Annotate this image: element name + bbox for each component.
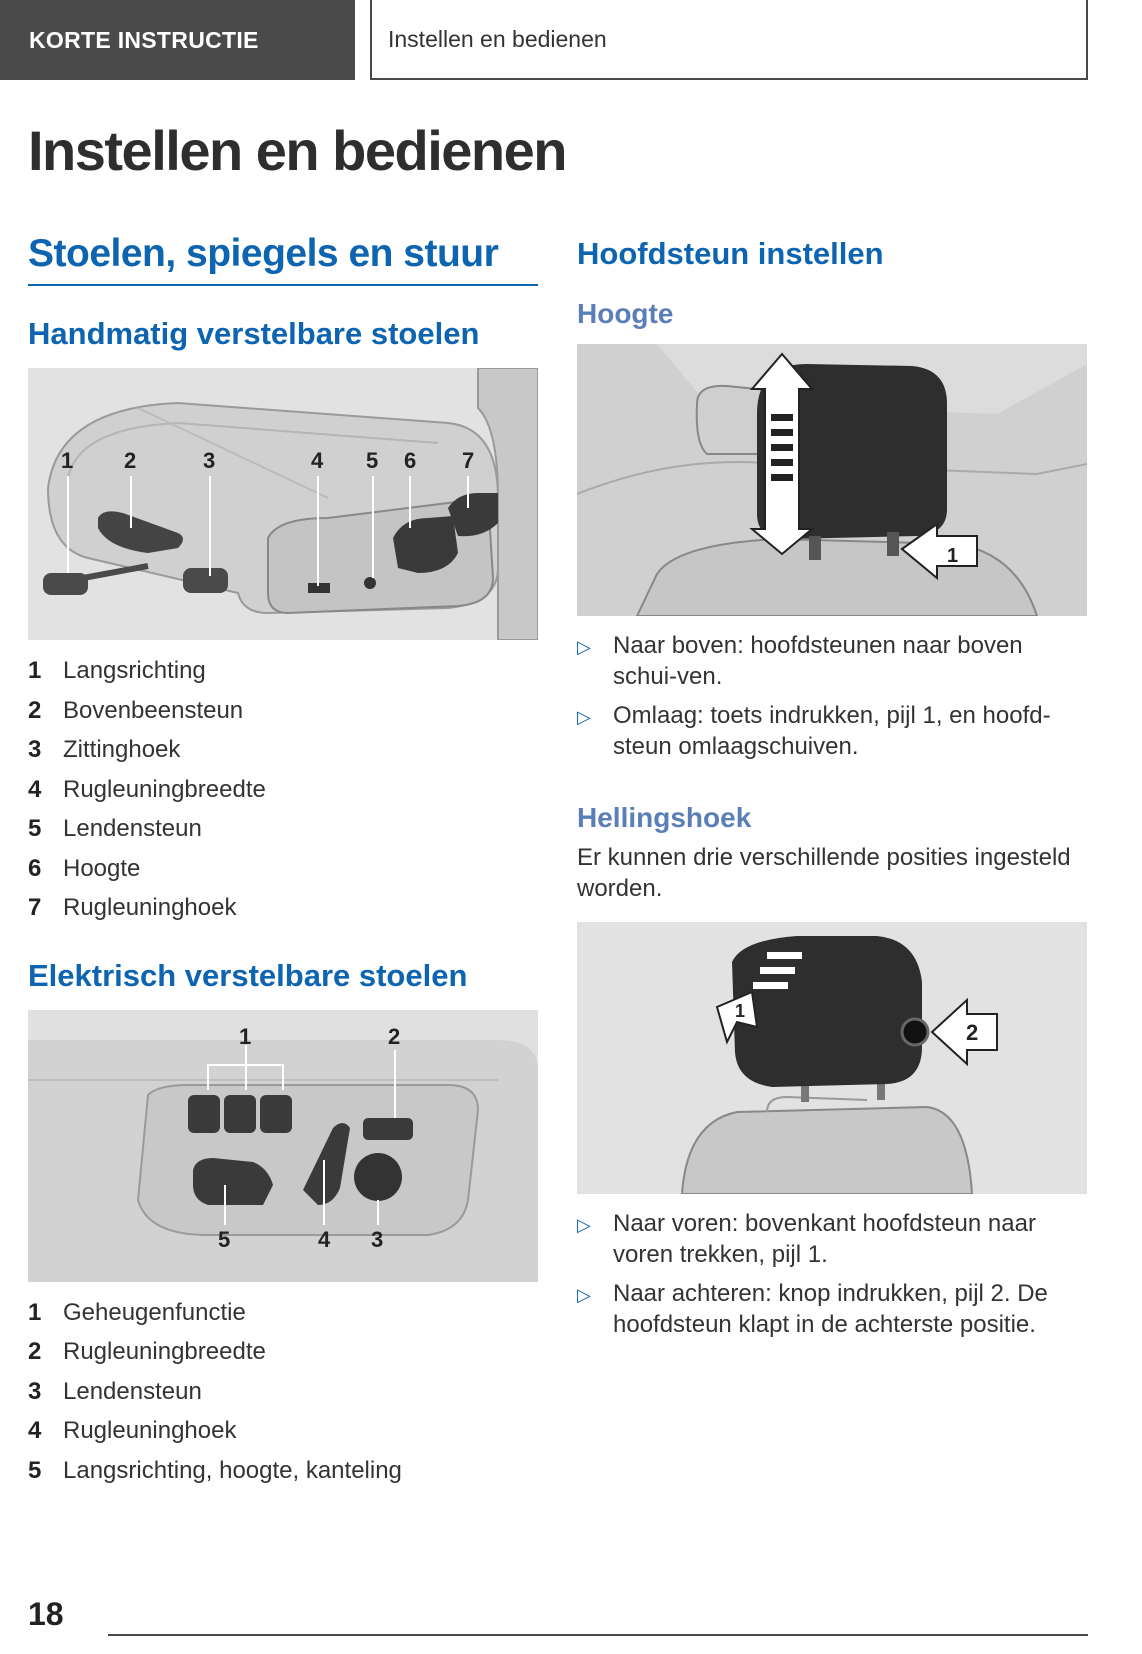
list-item: 4 Rugleuningbreedte bbox=[28, 775, 266, 803]
list-item: 5 Lendensteun bbox=[28, 815, 202, 842]
manual-fig-label-2: 2 bbox=[124, 448, 137, 473]
list-item: 2 Rugleuningbreedte bbox=[28, 1338, 266, 1365]
list-item: 3 Lendensteun bbox=[28, 1377, 202, 1405]
chapter-tab bbox=[0, 0, 355, 80]
manual-fig-label-6: 6 bbox=[404, 448, 417, 473]
list-item: 2 Bovenbeensteun bbox=[28, 696, 244, 724]
headrest-height-illustration bbox=[577, 344, 1087, 616]
height-instructions bbox=[577, 630, 1087, 762]
breadcrumb-label: Instellen en bedienen bbox=[388, 25, 607, 52]
list-item: 1 Geheugenfunctie bbox=[28, 1298, 246, 1326]
right-column bbox=[577, 232, 1087, 1348]
manual-fig-label-5: 5 bbox=[366, 448, 379, 473]
tilt-fig-label-2: 2 bbox=[966, 1020, 979, 1045]
tilt-instructions bbox=[577, 1208, 1087, 1340]
manual-fig-label-3: 3 bbox=[203, 448, 216, 473]
electric-seat-list bbox=[28, 1293, 538, 1491]
list-item: 1 Langsrichting bbox=[28, 657, 206, 684]
electric-seats-heading: Elektrisch verstelbare stoelen bbox=[28, 957, 468, 993]
electric-fig-label-2: 2 bbox=[388, 1023, 401, 1049]
list-item: 5 Langsrichting, hoogte, kanteling bbox=[28, 1456, 402, 1484]
bullet-triangle-icon: ▷ bbox=[577, 1285, 591, 1305]
manual-fig-label-7: 7 bbox=[462, 448, 475, 473]
electric-fig-label-5: 5 bbox=[218, 1226, 231, 1252]
height-heading: Hoogte bbox=[577, 298, 674, 329]
manual-seat-illustration bbox=[28, 368, 538, 640]
headrest-tilt-figure bbox=[577, 922, 1087, 1194]
list-item: ▷ Omlaag: toets indrukken, pijl 1, en hoofd-steun omlaagschuiven. bbox=[577, 702, 1051, 760]
list-item: 7 Rugleuninghoek bbox=[28, 894, 237, 921]
breadcrumb bbox=[370, 0, 1088, 80]
list-item: 6 Hoogte bbox=[28, 854, 141, 882]
headrest-heading: Hoofdsteun instellen bbox=[577, 236, 884, 271]
page-title: Instellen en bedienen bbox=[28, 119, 566, 182]
height-fig-label-1: 1 bbox=[947, 545, 959, 567]
list-item: 3 Zittinghoek bbox=[28, 736, 181, 763]
manual-fig-label-1: 1 bbox=[61, 448, 74, 473]
list-item: ▷ Naar voren: bovenkant hoofdsteun naar voren trekken, pijl 1. bbox=[577, 1210, 1036, 1268]
manual-fig-label-4: 4 bbox=[311, 448, 324, 473]
list-item: ▷ Naar boven: hoofdsteunen naar boven schui-ven. bbox=[577, 632, 1023, 690]
bullet-triangle-icon: ▷ bbox=[577, 1215, 591, 1235]
tilt-heading: Hellingshoek bbox=[577, 802, 752, 833]
bullet-triangle-icon: ▷ bbox=[577, 637, 591, 657]
manual-seat-figure bbox=[28, 368, 538, 640]
headrest-tilt-illustration bbox=[577, 922, 1087, 1194]
chapter-tab-label: KORTE INSTRUCTIE bbox=[29, 26, 259, 53]
manual-seat-list bbox=[28, 651, 538, 928]
manual-seats-heading: Handmatig verstelbare stoelen bbox=[28, 316, 480, 351]
headrest-height-figure bbox=[577, 344, 1087, 616]
tilt-fig-label-1: 1 bbox=[735, 1001, 746, 1021]
electric-fig-label-4: 4 bbox=[318, 1226, 331, 1252]
footer-divider bbox=[108, 1634, 1088, 1636]
section-title-seats: Stoelen, spiegels en stuur bbox=[28, 232, 538, 286]
left-column bbox=[28, 232, 538, 1490]
electric-fig-label-1: 1 bbox=[239, 1023, 252, 1049]
electric-fig-label-3: 3 bbox=[371, 1226, 384, 1252]
list-item: 4 Rugleuninghoek bbox=[28, 1417, 237, 1444]
page-number: 18 bbox=[28, 1596, 64, 1632]
list-item: ▷ Naar achteren: knop indrukken, pijl 2. De hoofdsteun klapt in de achterste positie. bbox=[577, 1280, 1048, 1338]
electric-seat-figure bbox=[28, 1010, 538, 1282]
tilt-description: Er kunnen drie verschillende posities ingesteld worden. bbox=[577, 844, 1071, 902]
electric-seat-illustration bbox=[28, 1010, 538, 1282]
bullet-triangle-icon: ▷ bbox=[577, 707, 591, 727]
